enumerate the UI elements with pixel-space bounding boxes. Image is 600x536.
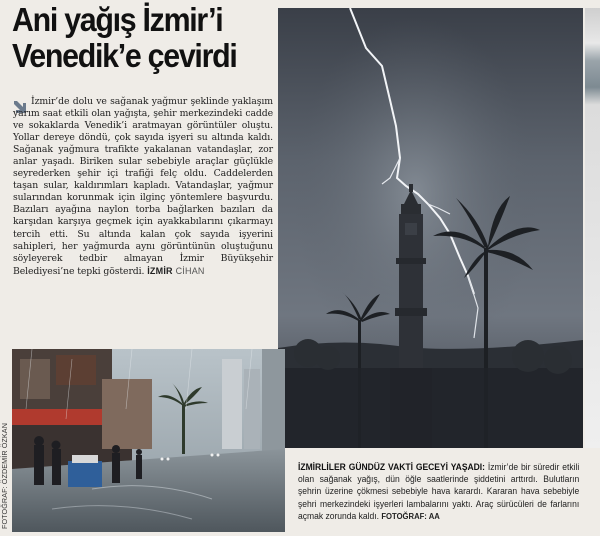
article-body [13,96,273,278]
headline [12,2,253,74]
byline-agency: CİHAN [175,265,205,276]
caption-text: İzmir’de bir süredir etkili olan sağanak yağış, dün öğle saatlerinde şiddetini arttırdı. Bulutların şehrin üzerine çökmesi sebebiyle hava karardı. Kararan hava sebebiyle şehri merkezindeki işyerleri lambalarını yaktı. Araç sürücüleri de farlarını açmak zorunda kaldı. [298,462,580,521]
caption-credit: FOTOĞRAF: AA [381,511,440,521]
photo-caption [298,461,579,523]
adjacent-photo-edge [585,8,600,448]
headline-line-1: Ani yağış İzmir’i [12,1,223,38]
caption-headline: İZMİRLİLER GÜNDÜZ VAKTİ GECEYİ YAŞADI: [298,462,486,472]
flooded-street-photo [12,349,285,532]
headline-line-2: Venedik’e çevirdi [12,37,237,74]
article-body-text: İzmir’de dolu ve sağanak yağmur şeklinde yaklaşım yarım saat etkili olan yağışta, şehir merkezindeki cadde ve sokaklarda Venedik’i aratmayan görüntüler oluştu. Yollar dereye döndü, çok sayıda işyeri su altında kaldı. Sağanak yağmura trafikte yakalanan vatandaşlar, zor anlar yaşadı. Biriken sular sebebiyle araçlar güçlükle seyrederken şehir içi trafiği felç oldu. Caddelerden taşan sular, kaldırımları kapladı. Vatandaşlar, yağmur sularından korunmak için ilginç yöntemlere başvurdu. Bazıları ayağına naylon torba bağlarken bazıları da karşıdan karşıya geçmek için ayakkabılarını çıkarmayı tercih etti. Su altında kalan çok sayıda işyerini sahipleri, her yağmurda aynı görüntünün oluştuğunu söyleyerek tedbir almayan İzmir Büyükşehir Belediyesi’ne tepki gösterdi. [13,96,273,277]
street-photo-credit: FOTOĞRAF: ÖZDEMİR ÖZKAN [0,423,9,529]
byline-city: İZMİR [147,265,173,276]
lightning-clock-tower-photo [278,8,583,448]
